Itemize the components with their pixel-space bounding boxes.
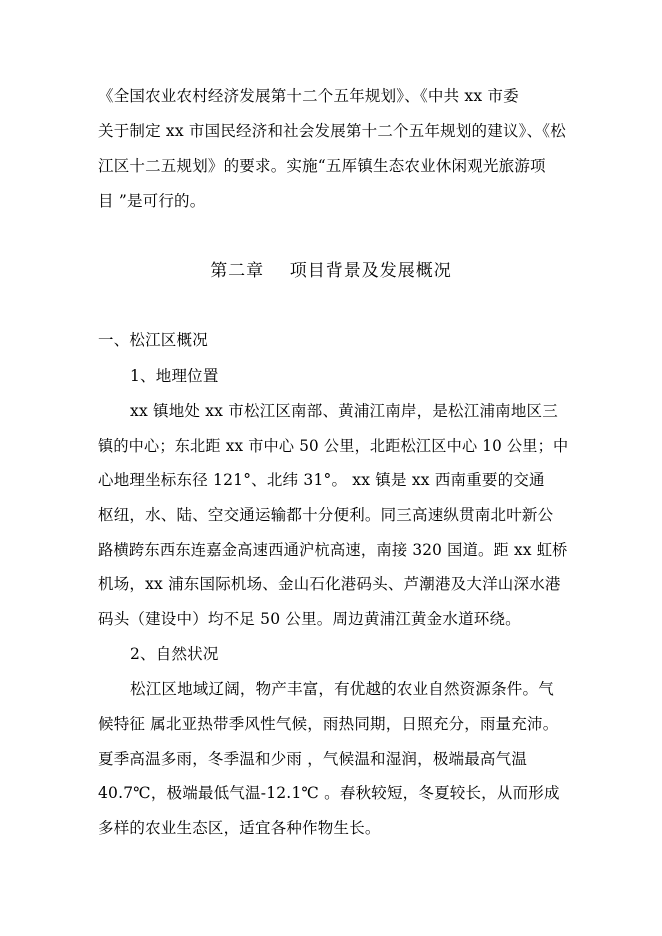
location-line-5: 路横跨东西东连嘉金高速西通沪杭高速，南接 320 国道。距 xx 虹桥 [98, 541, 568, 559]
nature-line-1: 松江区地域辽阔，物产丰富，有优越的农业自然资源条件。气 [130, 680, 554, 698]
section-heading: 一、松江区概况 [98, 331, 208, 349]
nature-line-5: 多样的农业生态区，适宜各种作物生长。 [98, 819, 381, 837]
location-line-3: 心地理坐标东径 121°、北纬 31°。 xx 镇是 xx 西南重要的交通 [98, 471, 545, 489]
location-line-6: 机场，xx 浦东国际机场、金山石化港码头、芦潮港及大洋山深水港 [98, 575, 561, 593]
location-line-7: 码头（建设中）均不足 50 公里。周边黄浦江黄金水道环绕。 [98, 610, 521, 628]
nature-line-3: 夏季高温多雨，冬季温和少雨 ，气候温和湿润，极端最高气温 [98, 750, 528, 768]
location-line-4: 枢纽，水、陆、空交通运输都十分便利。同三高速纵贯南北叶新公 [98, 506, 554, 524]
intro-line-4: 目 ”是可行的。 [98, 192, 206, 210]
chapter-title: 第二章 项目背景及发展概况 [210, 261, 452, 281]
location-line-1: xx 镇地处 xx 市松江区南部、黄浦江南岸，是松江浦南地区三 [130, 402, 558, 420]
location-line-2: 镇的中心；东北距 xx 市中心 50 公里，北距松江区中心 10 公里；中 [98, 437, 569, 455]
intro-line-1: 《全国农业农村经济发展第十二个五年规划》、《中共 xx 市委 [98, 87, 519, 105]
subsection-heading-location: 1、地理位置 [130, 367, 219, 385]
intro-line-3: 江区十二五规划》的要求。实施“五厍镇生态农业休闲观光旅游项 [98, 157, 546, 175]
nature-line-2: 候特征 属北亚热带季风性气候，雨热同期，日照充分，雨量充沛。 [98, 715, 559, 733]
intro-line-2: 关于制定 xx 市国民经济和社会发展第十二个五年规划的建议》、《松 [98, 122, 566, 140]
nature-line-4: 40.7℃，极端最低气温-12.1℃ 。春秋较短，冬夏较长，从而形成 [98, 784, 560, 802]
subsection-heading-nature: 2、自然状况 [130, 645, 219, 663]
